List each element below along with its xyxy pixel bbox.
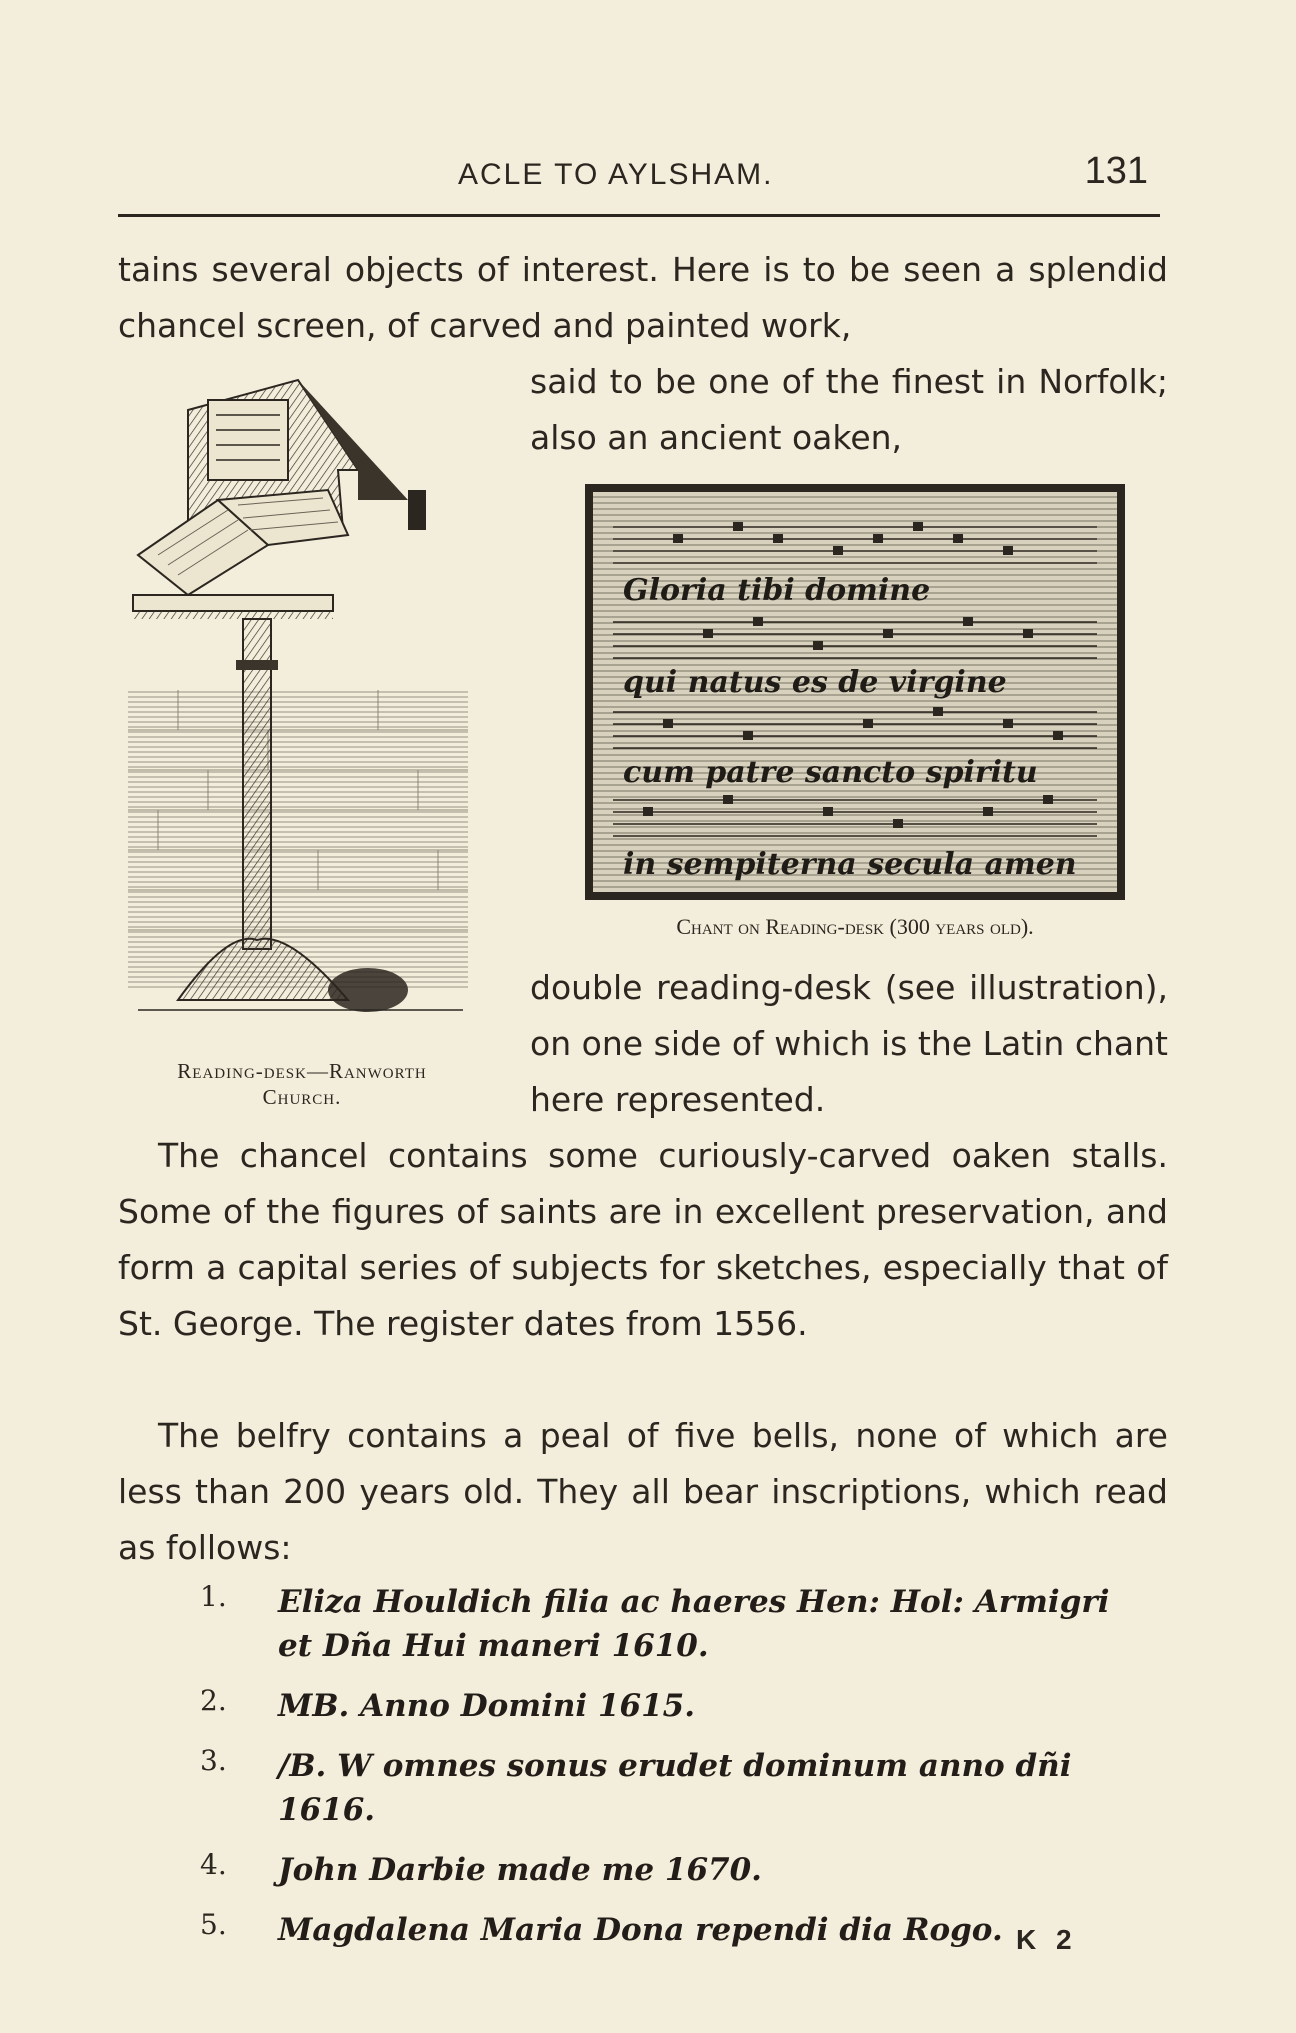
header-rule	[118, 214, 1160, 217]
chant-caption: Chant on Reading-desk (300 years old).	[676, 914, 1034, 939]
paragraph-chancel: The chancel contains some curiously-carved oaken stalls. Some of the figures of saints are in excellent preservation, and form a capital series of subjects for sketches, especially that of St. George. The register dates from 1556.	[118, 1136, 1168, 1343]
bell-inscriptions	[200, 1580, 1120, 1968]
inscription-5	[200, 1908, 1120, 1952]
inscription-text: /B. W omnes sonus erudet dominum anno dñi 1616.	[278, 1748, 1072, 1828]
inscription-text: Eliza Houldich filia ac haeres Hen: Hol: Armigri et Dña Hui maneri 1610.	[278, 1584, 1110, 1664]
inscription-2	[200, 1684, 1120, 1728]
paragraph-top: tains several objects of interest. Here is to be seen a splendid chancel screen, of carved and painted work,	[118, 250, 1168, 345]
signature-mark: K 2	[1016, 1924, 1078, 1955]
chant-line-1: Gloria tibi domine	[623, 573, 931, 608]
inscription-4	[200, 1848, 1120, 1892]
reading-desk-caption	[112, 1058, 492, 1110]
page-number: 131	[1084, 150, 1148, 192]
page-header	[118, 150, 1160, 200]
inscription-number: 2.	[200, 1684, 227, 1717]
inscription-number: 5.	[200, 1908, 227, 1941]
inscription-number: 1.	[200, 1580, 227, 1613]
chant-illustration	[583, 482, 1127, 902]
inscription-number: 3.	[200, 1744, 227, 1777]
inscription-number: 4.	[200, 1848, 227, 1881]
chant-line-3: cum patre sancto spiritu	[623, 755, 1038, 790]
inscription-text: Magdalena Maria Dona rependi dia Rogo.	[278, 1912, 1003, 1948]
reading-desk-caption-line2: Church.	[262, 1085, 342, 1109]
running-title: ACLE TO AYLSHAM.	[458, 158, 774, 191]
inscription-text: MB. Anno Domini 1615.	[278, 1688, 696, 1724]
inscription-3	[200, 1744, 1120, 1832]
inscription-1	[200, 1580, 1120, 1668]
paragraph-wrap-1: said to be one of the finest in Norfolk; also an ancient oaken,	[530, 362, 1168, 457]
reading-desk-caption-line1: Reading-desk—Ranworth	[177, 1059, 427, 1083]
chant-line-2: qui natus es de virgine	[623, 665, 1007, 700]
inscription-text: John Darbie made me 1670.	[278, 1852, 762, 1888]
paragraph-belfry: The belfry contains a peal of five bells, none of which are less than 200 years old. They all bear inscriptions, which read as follows:	[118, 1416, 1168, 1567]
reading-desk-illustration	[118, 370, 483, 1035]
chant-line-4: in sempiterna secula amen	[623, 847, 1077, 882]
paragraph-wrap-2: double reading-desk (see illustration), on one side of which is the Latin chant here represented.	[530, 968, 1168, 1119]
